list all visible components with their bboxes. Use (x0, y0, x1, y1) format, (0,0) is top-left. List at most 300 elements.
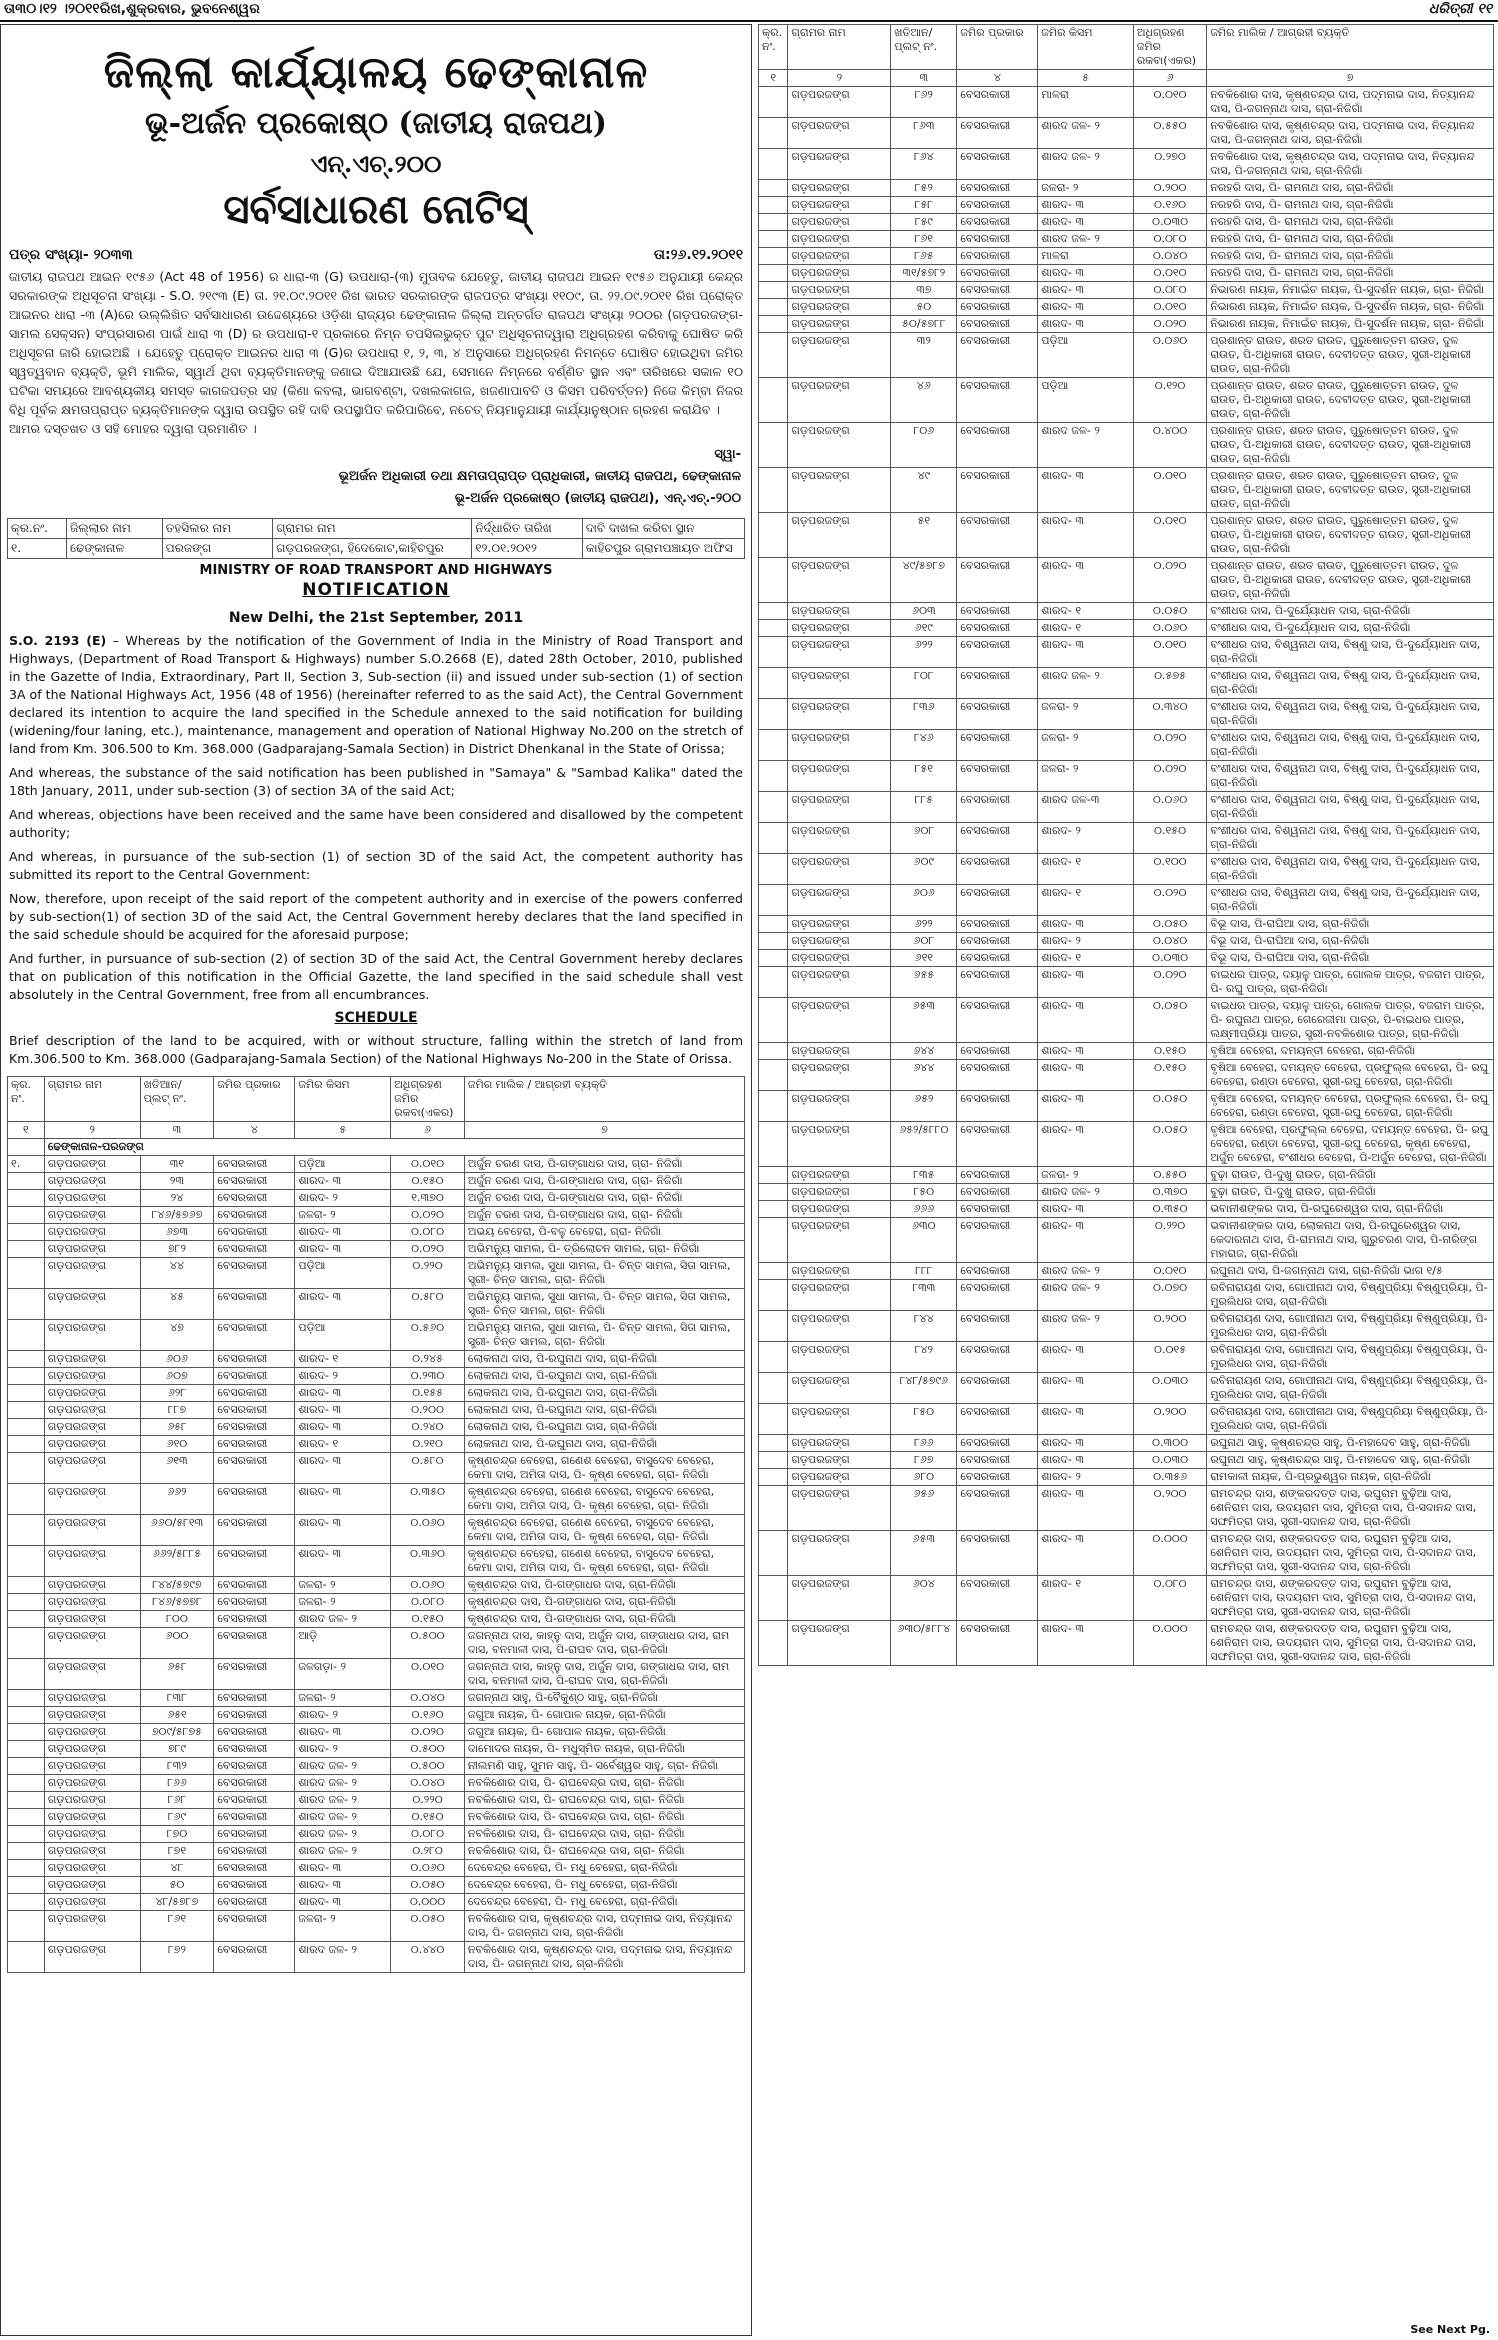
schedule-cell: ୦.୨୦୦ (1133, 1486, 1207, 1531)
schedule-cell (759, 761, 788, 792)
schedule-cell: ୦.୧୨୦ (1133, 378, 1207, 423)
schedule-cell: ଗଡ଼ପରଜଙ୍ଗ (44, 1453, 140, 1484)
table-row (759, 1043, 1494, 1060)
schedule-cell: ନବକିଶୋର ଦାସ, କୃଷ୍ଣଚନ୍ଦ୍ର ଦାସ, ପଦ୍ମନାଭ ଦାସ, ନିତ୍ୟାନନ୍ଦ ଦାସ, ପି- ଜଗନ୍ନାଥ ଦାସ, ଗ୍ରା-ନିଜିଗାଁ (464, 1942, 744, 1973)
schedule-cell: ଗଡ଼ପରଜଙ୍ଗ (788, 1060, 891, 1091)
schedule-cell: ୮୪୬ (891, 730, 957, 761)
schedule-cell (8, 1453, 45, 1484)
schedule-cell: ଶାରଦ- ୩ (1038, 197, 1134, 214)
schedule-cell: ୬୦୮ (891, 933, 957, 950)
schedule-cell: ବୃଷିଆ ବେହେରା, ପ୍ରଫୁଲ୍ଲ ବେହେରା, ଦମୟନ୍ତ ବେହେରା, ପି- ରଘୁ ବେହେରା, ରଣ୍ଡା ବେହେରା, ସ୍ତ୍ରୀ-ରଘୁ ବେହେରା, କୃଷ୍ଣ ବେହେରା, ଅର୍ଜୁନ ବେହେରା, ବଂଶୀଧର ବେହେରା, ପି-ଅର୍ଜୁନ ବେହେରା, ଗ୍ରା-ନିଜିଗାଁ (1207, 1122, 1494, 1167)
schedule-cell: ଅଭୟ ବେହେରା, ପି-ବଳୁ ବେହେରା, ଗ୍ରା- ନିଜିଗାଁ (464, 1224, 744, 1241)
schedule-cell: ଗଡ଼ପରଜଙ୍ଗ (44, 1894, 140, 1911)
schedule-cell: ୦.୦୧୦ (391, 1156, 465, 1173)
schedule-cell: ମାଳରା (1038, 248, 1134, 265)
english-para-2: And whereas, the substance of the said notification has been published in "Samaya" & "Sambad Kalika" dated the 18th January, 2011, under sub-section (3) of section 3A of the said Act; (9, 765, 743, 798)
table-row (759, 637, 1494, 668)
schedule-cell: ୫୦/୫୭୮୮ (891, 316, 957, 333)
schedule-cell: ବେସରକାରୀ (957, 1452, 1038, 1469)
schedule-cell: ୮୮୫ (891, 792, 957, 823)
schedule-cell (759, 792, 788, 823)
schedule-cell: ୮୪୮/୫୭୯୬ (891, 1373, 957, 1404)
schedule-cell: ଦେବେନ୍ଦ୍ର ବେହେରା, ପି- ମଧୁ ବେହେରା, ଗ୍ରା-ନିଜିଗାଁ (464, 1860, 744, 1877)
schedule-cell: ପଡ଼ିଆ (295, 1258, 391, 1289)
schedule-cell: ଶାରଦ- ୩ (1038, 1404, 1134, 1435)
schedule-colnum-cell: ୪ (214, 1122, 295, 1139)
schedule-cell: ବିଭୂ ଦାସ, ପି-ରାଘିଆ ଦାସ, ଗ୍ରା-ନିଜିଗାଁ (1207, 950, 1494, 967)
schedule-cell: ୦.୦୨୦ (1133, 316, 1207, 333)
schedule-cell: ଗଡ଼ପରଜଙ୍ଗ (788, 214, 891, 231)
schedule-cell: ୪୭ (140, 1320, 214, 1351)
schedule-cell: ୦.୦୮୦ (391, 1826, 465, 1843)
notice-paragraph: ଜାତୀୟ ରାଜପଥ ଆଇନ ୧୯୫୬ (Act 48 of 1956) ର ଧାରା-୩ (G) ଉପଧାରା-(୩) ମୁତାବକ ଯେହେତୁ, ଜାତୀୟ ରାଜପଥ ଆଇନ ୧୯୫୬ ଅନୁଯାୟୀ କେନ୍ଦ୍ର ସରକାରଙ୍କ ଅଧିସୂଚନା ସଂଖ୍ୟା - S.O. ୨୧୯୩ (E) ତା. ୨୧.୦୯.୨୦୧୧ ରିଖ ଭାରତ ସରକାରଙ୍କ ରାଜପତ୍ର ସଂଖ୍ୟା ୧୧୦୯, ତା. ୨୨.୦୯.୨୦୧୧ ରିଖ ପ୍ରୋକ୍ତ ଆଇନର ଧାରା -୩ (A)ରେ ଉଲ୍ଲିଖିତ ସର୍ବସାଧାରଣ ଉଦ୍ଦେଶ୍ୟରେ ଓଡ଼ିଶା ରାଜ୍ୟର ଢେଙ୍କାନାଳ ଜିଲ୍ଲା ଅନ୍ତର୍ଗତ ରାଜପଥ ସଂଖ୍ୟା ୨୦୦ର (ଗଡ଼ପରଜଙ୍ଗ-ସାମଲ ସେକ୍ସନ) ସଂପ୍ରସାରଣ ପାଇଁ ଧାରା ୩ (D) ର ଉପଧାରା-୧ ପ୍ରକାରେ ନିମ୍ନ ତପସିଲଭୁକ୍ତ ପୁଟ ଅଧିସୂଚନାଦ୍ୱାରା ଅଧିଗ୍ରହଣ କରିବାକୁ ଘୋଷିତ କରି ଅଧିସୂଚନା ଜାରି ହୋଇଅଛି । ଯେହେତୁ ପ୍ରୋକ୍ତ ଆଇନର ଧାରା ୩ (G)ର ଉପଧାରା ୧, ୨, ୩, ୪ ଅନୁସାରେ ଅଧିଗ୍ରହଣ ନିମନ୍ତେ ଘୋଷିତ ହୋଇଥିବା ଜମିର ସ୍ୱତ୍ୱବାନ ବ୍ୟକ୍ତି, ଭୂମି ମାଲିକ, ସ୍ୱାର୍ଥ ଥିବା ବ୍ୟକ୍ତିମାନଙ୍କୁ ଜଣାଇ ଦିଆଯାଉଛି ଯେ, ସେମାନେ ନିମ୍ନରେ ବର୍ଣ୍ଣିତ ସ୍ଥାନ ଏବଂ ତାରିଖରେ ସକାଳ ୧୦ ଘଟିକା ସମୟରେ ଆବଶ୍ୟକୀୟ ସମସ୍ତ କାଗଜପତ୍ର ସହ (କିଣା କବଲା, ଭାଗବଣ୍ଟା, ଦଖଲକାଗଜ, ଖଜଣାପାବତି ଓ କିସମ ପରିବର୍ତ୍ତନ) ନିଜେ କିମ୍ବା ନିଜର ବିଧି ପୂର୍ବକ କ୍ଷମତାପ୍ରାପ୍ତ ବ୍ୟକ୍ତିମାନଙ୍କ ଦ୍ୱାରା ଉପସ୍ଥିତ ରହି ଦାବି ଉପସ୍ଥାପିତ କରିପାରିବେ, ନଚେତ୍ ନିୟମାନୁଯାୟୀ କାର୍ଯ୍ୟାନୁଷ୍ଠାନ ଗ୍ରହଣ କରାଯିବ । (9, 269, 743, 417)
schedule-cell: ଗଡ଼ପରଜଙ୍ଗ (788, 1311, 891, 1342)
schedule-cell: ଗଡ଼ପରଜଙ୍ଗ (788, 282, 891, 299)
schedule-cell: ଗଡ଼ପରଜଙ୍ଗ (788, 1452, 891, 1469)
schedule-cell: ୦.୦୨୦ (1133, 558, 1207, 603)
schedule-cell: ବେସରକାରୀ (957, 180, 1038, 197)
schedule-cell (759, 180, 788, 197)
schedule-cell: ୬୧୯ (891, 620, 957, 637)
schedule-cell: ବେସରକାରୀ (214, 1320, 295, 1351)
schedule-cell: ଶାରଦ- ୩ (1038, 558, 1134, 603)
schedule-cell: ଗଡ଼ପରଜଙ୍ଗ (788, 1469, 891, 1486)
schedule-cell: ୦.୦୩୦ (1133, 1373, 1207, 1404)
schedule-cell: ଭବାନୀଶଙ୍କର ଦାସ, ଲୋକନାଥ ଦାସ, ପି-ରଘୁରେଶ୍ୱର ଦାସ, କେଦାରନାଥ ଦାସ, ପି-ରାମନାଥ ଦାସ, ଗୁରୁଚରଣ ଦାସ, ପି-ନାରିଙ୍ଗ ମହାରାଜ, ଗ୍ରା-ନିଜିଗାଁ (1207, 1218, 1494, 1263)
schedule-cell: ଦେବେନ୍ଦ୍ର ବେହେରା, ପି- ମଧୁ ବେହେରା, ଗ୍ରା-ନିଜିଗାଁ (464, 1877, 744, 1894)
schedule-cell: ବେସରକାରୀ (957, 1201, 1038, 1218)
schedule-cell: ଗଡ଼ପରଜଙ୍ଗ (44, 1690, 140, 1707)
schedule-cell (8, 1690, 45, 1707)
schedule-cell: ମାଳରା (1038, 87, 1134, 118)
schedule-cell: ୬୭୩ (140, 1224, 214, 1241)
schedule-cell (759, 231, 788, 248)
schedule-cell: ବେସରକାରୀ (957, 1184, 1038, 1201)
schedule-cell: ବେସରକାରୀ (214, 1289, 295, 1320)
schedule-header-cell: ଅଧିଗ୍ରହଣ ଜମିର ରକବା(ଏକର) (1133, 25, 1207, 70)
schedule-cell: ୬୦୪ (891, 1576, 957, 1621)
schedule-cell: ୦.୦୬୦ (391, 1860, 465, 1877)
table-row (8, 1577, 745, 1594)
schedule-cell: ଗଡ଼ପରଜଙ୍ଗ (788, 1280, 891, 1311)
schedule-cell (759, 1342, 788, 1373)
schedule-cell: କୃଷ୍ଣଚନ୍ଦ୍ର ବେହେରା, ଗଣେଶ ବେହେରା, ବାସୁଦେବ ବେହେରା, କେମା ଦାସ, ଅମିତା ଦାସ, ପି- କୃଷ୍ଣ ବେହେରା, ଗ୍ରା- ନିଜିଗାଁ (464, 1546, 744, 1577)
table-row (8, 1207, 745, 1224)
schedule-cell: ଗଡ଼ପରଜଙ୍ଗ (44, 1402, 140, 1419)
schedule-cell: ବେସରକାରୀ (214, 1546, 295, 1577)
schedule-cell: ବେସରକାରୀ (957, 1122, 1038, 1167)
schedule-cell: କୃଷ୍ଣଚନ୍ଦ୍ର ବେହେରା, ଗଣେଶ ବେହେରା, ବାସୁଦେବ ବେହେରା, କେମା ଦାସ, ଅମିତା ଦାସ, ପି- କୃଷ୍ଣ ବେହେରା, ଗ୍ରା- ନିଜିଗାଁ (464, 1515, 744, 1546)
schedule-cell (759, 950, 788, 967)
schedule-cell (8, 1942, 45, 1973)
table-row (759, 423, 1494, 468)
schedule-cell: ୦.୨୩୦ (391, 1368, 465, 1385)
schedule-cell (759, 316, 788, 333)
table-row (8, 1707, 745, 1724)
schedule-cell: ୦.୨୪୫ (391, 1351, 465, 1368)
schedule-cell: ୬୪୪ (891, 1060, 957, 1091)
schedule-cell: ଗଡ଼ପରଜଙ୍ଗ (788, 1373, 891, 1404)
hearing-cell: ୧. (8, 539, 67, 559)
schedule-cell (8, 1320, 45, 1351)
schedule-cell: ଗଡ଼ପରଜଙ୍ଗ (788, 1404, 891, 1435)
table-row (759, 1218, 1494, 1263)
schedule-cell: ୫୦ (140, 1877, 214, 1894)
schedule-cell: ବଂଶୀଧର ଦାସ, ବିଶ୍ୱନାଥ ଦାସ, ବିଷ୍ଣୁ ଦାସ, ପି-ଦୁର୍ଯ୍ୟୋଧନ ଦାସ, ଗ୍ରା-ନିଜିଗାଁ (1207, 885, 1494, 916)
schedule-cell: ଆଡ଼ି (295, 1628, 391, 1659)
schedule-cell (759, 87, 788, 118)
schedule-cell: ଶାରଦ- ୧ (1038, 950, 1134, 967)
schedule-cell (759, 558, 788, 603)
schedule-cell (8, 1826, 45, 1843)
schedule-cell: ୩୧/୫୭୮୨ (891, 265, 957, 282)
schedule-cell: ୦.୩୬୦ (391, 1546, 465, 1577)
schedule-cell: ଶାରଦ- ୩ (1038, 1122, 1134, 1167)
schedule-cell: ଅଭିମନ୍ୟୁ ସାମଲ, ସୁଧା ସାମଲ, ପି- ଚିନ୍ତ ସାମଲ, ସିତା ସାମଲ, ସ୍ତ୍ରୀ- ଚିନ୍ତ ସାମଲ, ଗ୍ରା- ନିଜିଗାଁ (464, 1289, 744, 1320)
schedule-cell (8, 1515, 45, 1546)
schedule-cell: ଜଳରା- ୨ (1038, 180, 1134, 197)
schedule-cell: ଗଡ଼ପରଜଙ୍ଗ (44, 1611, 140, 1628)
schedule-cell: ଗଡ଼ପରଜଙ୍ଗ (44, 1860, 140, 1877)
schedule-cell: ୦.୦୫୦ (1133, 916, 1207, 933)
schedule-cell: ବେସରକାରୀ (957, 950, 1038, 967)
schedule-cell: ୮୫୮ (891, 197, 957, 214)
schedule-cell (8, 1594, 45, 1611)
schedule-cell: ୦.୦୬୦ (391, 1577, 465, 1594)
schedule-cell: ଶାରଦ- ୧ (1038, 854, 1134, 885)
schedule-colnum-cell: ୧ (8, 1122, 45, 1139)
schedule-cell: ବେସରକାରୀ (957, 1486, 1038, 1531)
table-row (8, 1690, 745, 1707)
schedule-cell: ବେସରକାରୀ (957, 468, 1038, 513)
schedule-header-cell: କ୍ର. ନଂ. (8, 1077, 45, 1122)
table-row (759, 333, 1494, 378)
schedule-cell: ଶାରଦ- ୨ (1038, 823, 1134, 854)
schedule-cell: ୮୪୨ (891, 1342, 957, 1373)
schedule-cell: ୦.୫୦୦ (391, 1758, 465, 1775)
schedule-tehsil-index (8, 1139, 45, 1156)
schedule-cell: ଜଗନ୍ନାଥ ସାହୁ, ପି-ବୈକୁଣ୍ଠ ସାହୁ, ଗ୍ରା-ନିଜିଗାଁ (464, 1690, 744, 1707)
schedule-cell: ଶାରଦ ଜଳ- ୨ (295, 1775, 391, 1792)
schedule-cell: ଗଡ଼ପରଜଙ୍ଗ (44, 1320, 140, 1351)
schedule-cell: ବଂଶୀଧର ଦାସ, ବିଶ୍ୱନାଥ ଦାସ, ବିଷ୍ଣୁ ଦାସ, ପି-ଦୁର୍ଯ୍ୟୋଧନ ଦାସ, ଗ୍ରା-ନିଜିଗାଁ (1207, 699, 1494, 730)
schedule-cell: ୦.୨୦୦ (1133, 1404, 1207, 1435)
table-row (8, 1241, 745, 1258)
schedule-cell (8, 1484, 45, 1515)
schedule-header-cell: ଜମିର ମାଲିକ / ଆଗ୍ରହୀ ବ୍ୟକ୍ତି (1207, 25, 1494, 70)
schedule-cell (8, 1224, 45, 1241)
schedule-cell: ଗଡ଼ପରଜଙ୍ଗ (44, 1258, 140, 1289)
schedule-cell: ଦେବେନ୍ଦ୍ର ବେହେରା, ପି- ମଧୁ ବେହେରା, ଗ୍ରା-ନିଜିଗାଁ (464, 1894, 744, 1911)
schedule-cell: ଗଡ଼ପରଜଙ୍ଗ (788, 468, 891, 513)
schedule-cell: ଗଡ଼ପରଜଙ୍ଗ (788, 87, 891, 118)
schedule-cell: ଗଡ଼ପରଜଙ୍ଗ (788, 1043, 891, 1060)
schedule-cell: ଗଡ଼ପରଜଙ୍ଗ (44, 1368, 140, 1385)
table-row (759, 730, 1494, 761)
schedule-colnum-cell: ୬ (1133, 70, 1207, 87)
schedule-cell: ୦.୨୪୦ (391, 1419, 465, 1436)
table-row (8, 1942, 745, 1973)
schedule-cell: ଶାରଦ- ୩ (1038, 214, 1134, 231)
schedule-cell: ନବକିଶୋର ଦାସ, ପି- ରାଘବେନ୍ଦ୍ର ଦାସ, ଗ୍ରା- ନିଜିଗାଁ (464, 1792, 744, 1809)
schedule-cell (8, 1351, 45, 1368)
schedule-colnum-row (8, 1122, 745, 1139)
schedule-cell (759, 1184, 788, 1201)
schedule-cell: ୮୦୦ (140, 1611, 214, 1628)
table-row (8, 1385, 745, 1402)
schedule-cell: ୦.୧୬୦ (1133, 197, 1207, 214)
schedule-cell: ଅର୍ଜୁନ ଚରଣ ଦାସ, ପି-ଗଙ୍ଗାଧର ଦାସ, ଗ୍ରା- ନିଜିଗାଁ (464, 1156, 744, 1173)
schedule-cell: ଶାରଦ ଜଳ- ୨ (1038, 1263, 1134, 1280)
schedule-cell (759, 214, 788, 231)
schedule-cell: ୪୪ (140, 1258, 214, 1289)
schedule-cell: ବେସରକାରୀ (957, 378, 1038, 423)
schedule-cell: ୦.୦୪୦ (1133, 933, 1207, 950)
schedule-cell (759, 967, 788, 998)
schedule-cell: ୬୮୦ (891, 1469, 957, 1486)
schedule-cell: ୦.୫୦୦ (391, 1741, 465, 1758)
schedule-cell: ଅର୍ଜୁନ ଚରଣ ଦାସ, ପି-ଗଙ୍ଗାଧର ଦାସ, ଗ୍ରା- ନିଜିଗାଁ (464, 1207, 744, 1224)
table-row (8, 1877, 745, 1894)
schedule-cell: ଶାରଦ- ୩ (295, 1289, 391, 1320)
table-row (759, 468, 1494, 513)
schedule-cell: ବେସରକାରୀ (957, 1404, 1038, 1435)
table-row (8, 1792, 745, 1809)
schedule-cell: ୦.୦୧୦ (1133, 637, 1207, 668)
schedule-cell: ଗଡ଼ପରଜଙ୍ଗ (788, 603, 891, 620)
schedule-cell: ଶାରଦ- ୨ (295, 1707, 391, 1724)
hearing-header-cell: କ୍ର.ନଂ. (8, 519, 67, 539)
table-row (759, 854, 1494, 885)
schedule-cell: ୮୦୬ (891, 423, 957, 468)
schedule-cell: ୦.୧୫୫ (391, 1385, 465, 1402)
schedule-cell: ଶାରଦ- ୩ (295, 1241, 391, 1258)
schedule-cell: ୮୩୬ (891, 699, 957, 730)
schedule-cell: ଶାରଦ- ୩ (1038, 1218, 1134, 1263)
schedule-cell: ଶାରଦ- ୨ (1038, 1469, 1134, 1486)
schedule-cell: ରାମଚନ୍ଦ୍ର ଦାସ, ଶଙ୍କରଦତ୍ତ ଦାସ, ରଘୁରାମ ବୁଢ଼ିଆ ଦାସ, ଶେନିରାମ ଦାସ, ଉଦୟରାମ ଦାସ, ସୁମିତ୍ରା ଦାସ, ପି-ସଦାନନ୍ଦ ଦାସ, ସଙ୍ଘମିତ୍ରା ଦାସ, ସ୍ତ୍ରୀ-ସଦାନନ୍ଦ ଦାସ, ଗ୍ରା-ନିଜିଗାଁ (1207, 1486, 1494, 1531)
schedule-cell: ଜଳରା- ୨ (295, 1690, 391, 1707)
schedule-cell: ୭୮୯ (140, 1741, 214, 1758)
schedule-cell: ଜଳଗଡ଼ା- ୨ (295, 1659, 391, 1690)
table-row (759, 282, 1494, 299)
schedule-cell: ଗଡ଼ପରଜଙ୍ଗ (44, 1809, 140, 1826)
schedule-cell: ଶାରଦ ଜଳ- ୨ (1038, 149, 1134, 180)
schedule-cell: ଗଡ଼ପରଜଙ୍ଗ (44, 1628, 140, 1659)
schedule-cell: ପଡ଼ିଆ (1038, 333, 1134, 378)
schedule-cell: ବେସରକାରୀ (214, 1241, 295, 1258)
schedule-cell: ଶାରଦ- ୩ (1038, 265, 1134, 282)
schedule-cell: ୭୮୨ (140, 1241, 214, 1258)
schedule-cell: ବେସରକାରୀ (214, 1826, 295, 1843)
schedule-cell: ଶାରଦ- ୩ (1038, 637, 1134, 668)
schedule-cell: ୮୫୧ (891, 761, 957, 792)
schedule-cell: ୦.୦୧୦ (1133, 299, 1207, 316)
schedule-cell: ନିଭାରଣ ନାୟକ, ନିମାଇଁଚ ନାୟକ, ପି-ସୁଦର୍ଶନ ନାୟକ, ଗ୍ରା- ନିଜିଗାଁ (1207, 282, 1494, 299)
table-row (759, 149, 1494, 180)
schedule-header-cell: ଜମିର ପ୍ରକାର (957, 25, 1038, 70)
schedule-cell: ଗଡ଼ପରଜଙ୍ଗ (44, 1577, 140, 1594)
schedule-header-cell: କ୍ର. ନଂ. (759, 25, 788, 70)
table-row (759, 248, 1494, 265)
table-row (8, 1758, 745, 1775)
schedule-header-cell: ଗ୍ରାମର ନାମ (788, 25, 891, 70)
schedule-cell: ୦.୩୫୦ (391, 1484, 465, 1515)
schedule-cell: ବେସରକାରୀ (957, 1531, 1038, 1576)
schedule-cell: ୦.୩୫୦ (1133, 1201, 1207, 1218)
schedule-cell: ୦.୦୫୦ (391, 1877, 465, 1894)
schedule-cell: ୦.୧୫୦ (1133, 1043, 1207, 1060)
left-column (0, 24, 752, 2336)
schedule-cell: ୬୫୩ (891, 998, 957, 1043)
schedule-cell: ବେସରକାରୀ (957, 668, 1038, 699)
schedule-cell: ବେସରକାରୀ (957, 916, 1038, 933)
schedule-cell: ବେସରକାରୀ (214, 1577, 295, 1594)
schedule-cell (759, 1435, 788, 1452)
schedule-cell: ବେସରକାରୀ (957, 1167, 1038, 1184)
schedule-cell: ଗଡ଼ପରଜଙ୍ଗ (44, 1659, 140, 1690)
table-row (8, 1724, 745, 1741)
schedule-cell: ବେସରକାରୀ (214, 1911, 295, 1942)
table-row (759, 998, 1494, 1043)
schedule-cell: ୧. (8, 1156, 45, 1173)
schedule-cell: ନରହରି ଦାସ, ପି- ରାମନାଥ ଦାସ, ଗ୍ରା-ନିଜିଗାଁ (1207, 265, 1494, 282)
schedule-cell: ଶାରଦ- ୩ (295, 1894, 391, 1911)
schedule-cell: ଗଡ଼ପରଜଙ୍ଗ (44, 1419, 140, 1436)
schedule-description: Brief description of the land to be acquired, with or without structure, falling within the stretch of land from Km.306.500 to Km. 368.000 (Gadparajang-Samala Section) of the National Highways No-200 in the State of Orissa. (9, 1033, 743, 1066)
table-row (8, 1611, 745, 1628)
schedule-cell: ଲୋକନାଥ ଦାସ, ପି-ରଘୁନାଥ ଦାସ, ଗ୍ରା-ନିଜିଗାଁ (464, 1402, 744, 1419)
schedule-cell: ଗଡ଼ପରଜଙ୍ଗ (44, 1911, 140, 1942)
schedule-cell: ବାଇଧର ପାତ୍ର, ଦୟାଳୁ ପାତ୍ର, ଗୋଲକ ପାତ୍ର, ବଜରାମ ପାତ୍ର, ପି- ରଘୁ ପାତ୍ର, ଗ୍ରା-ନିଜିଗାଁ (1207, 967, 1494, 998)
schedule-cell: ୦.୨୦୦ (1133, 180, 1207, 197)
schedule-cell: ୦.୩୭୦ (1133, 1184, 1207, 1201)
schedule-cell: ବେସରକାରୀ (214, 1156, 295, 1173)
schedule-cell: ଜଗୁଆ ନାୟକ, ପି- ଗୋପାଳ ନାୟକ, ଗ୍ରା-ନିଜିଗାଁ (464, 1707, 744, 1724)
table-row (759, 1621, 1494, 1666)
table-row (759, 231, 1494, 248)
schedule-cell: ବେସରକାରୀ (214, 1775, 295, 1792)
schedule-cell: ଗଡ଼ପରଜଙ୍ଗ (788, 1201, 891, 1218)
table-row (8, 1453, 745, 1484)
schedule-cell (759, 378, 788, 423)
schedule-cell (8, 1207, 45, 1224)
schedule-cell: ଗଡ଼ପରଜଙ୍ଗ (44, 1156, 140, 1173)
schedule-cell: ୦.୨୮୦ (391, 1843, 465, 1860)
right-column (758, 24, 1494, 2320)
schedule-cell: ୮୬୯ (140, 1809, 214, 1826)
table-row (759, 1435, 1494, 1452)
schedule-cell: ନବକିଶୋର ଦାସ, କୃଷ୍ଣଚନ୍ଦ୍ର ଦାସ, ପଦ୍ମନାଭ ଦାସ, ନିତ୍ୟାନନ୍ଦ ଦାସ, ପି-ଜଗନ୍ନାଥ ଦାସ, ଗ୍ରା-ନିଜିଗାଁ (1207, 118, 1494, 149)
schedule-cell: ୬୬୬ (891, 1201, 957, 1218)
schedule-cell: ୩୨ (891, 333, 957, 378)
schedule-cell (759, 699, 788, 730)
schedule-cell: ଶାରଦ- ୩ (1038, 1373, 1134, 1404)
schedule-cell: ରଘୁନାଥ ସାହୁ, କୃଷ୍ଣଚନ୍ଦ୍ର ସାହୁ, ପି-ମହାଦେବ ସାହୁ, ଗ୍ରା-ନିଜିଗାଁ (1207, 1452, 1494, 1469)
table-row (8, 1156, 745, 1173)
schedule-cell (8, 1894, 45, 1911)
table-row (759, 1452, 1494, 1469)
schedule-cell: ବେସରକାରୀ (214, 1190, 295, 1207)
schedule-cell: ବେସରକାରୀ (957, 316, 1038, 333)
table-row (759, 668, 1494, 699)
schedule-cell: ଗଡ଼ପରଜଙ୍ଗ (44, 1190, 140, 1207)
schedule-cell: ଜଳରା- ୨ (1038, 699, 1134, 730)
schedule-cell: ୦.୦୩୦ (1133, 950, 1207, 967)
schedule-cell: ୬୫୨/୫୮୮୦ (891, 1122, 957, 1167)
schedule-cell: ବେସରକାରୀ (957, 1469, 1038, 1486)
schedule-cell: ଗଡ଼ପରଜଙ୍ଗ (44, 1436, 140, 1453)
schedule-cell: ୬୦୬ (140, 1351, 214, 1368)
schedule-cell: କୃଷ୍ଣଚନ୍ଦ୍ର ଦାସ, ପି-ଗଙ୍ଗାଧର ଦାସ, ଗ୍ରା-ନିଜିଗାଁ (464, 1611, 744, 1628)
schedule-header-cell: ଜମିର କିସମ (1038, 25, 1134, 70)
schedule-cell: ଗଡ଼ପରଜଙ୍ଗ (788, 620, 891, 637)
schedule-cell: ୮୪୬/୫୭୭୮ (140, 1594, 214, 1611)
dateline: ତା୩୦।୧୨ ।୨୦୧୧ରିଖ,ଶୁକ୍ରବାର, ଭୁବନେଶ୍ୱର (4, 1, 260, 17)
schedule-cell: ୮୫୦ (891, 1184, 957, 1201)
schedule-table-left (7, 1076, 745, 1973)
schedule-cell: ଗଡ଼ପରଜଙ୍ଗ (44, 1758, 140, 1775)
schedule-colnum-cell: ୫ (295, 1122, 391, 1139)
schedule-cell: ଶାରଦ- ୧ (295, 1436, 391, 1453)
schedule-cell: ବେସରକାରୀ (957, 637, 1038, 668)
schedule-cell: ଗଡ଼ପରଜଙ୍ଗ (44, 1289, 140, 1320)
schedule-cell (8, 1659, 45, 1690)
schedule-cell: ୦.୦୧୦ (391, 1659, 465, 1690)
schedule-cell (759, 1218, 788, 1263)
table-row (8, 1402, 745, 1419)
schedule-cell: ଜଳରା- ୨ (295, 1911, 391, 1942)
schedule-cell: ନବକିଶୋର ଦାସ, କୃଷ୍ଣଚନ୍ଦ୍ର ଦାସ, ପଦ୍ମନାଭ ଦାସ, ନିତ୍ୟାନନ୍ଦ ଦାସ, ପି- ଜଗନ୍ନାଥ ଦାସ, ଗ୍ରା-ନିଜିଗାଁ (464, 1911, 744, 1942)
schedule-colnum-cell: ୨ (44, 1122, 140, 1139)
schedule-cell: ଶାରଦ- ୩ (1038, 316, 1134, 333)
schedule-cell: ବେସରକାରୀ (957, 265, 1038, 282)
schedule-cell: ୪୮ (140, 1860, 214, 1877)
schedule-cell: ବେସରକାରୀ (957, 1311, 1038, 1342)
schedule-cell: ବେସରକାରୀ (214, 1207, 295, 1224)
schedule-cell: ବେସରକାରୀ (957, 423, 1038, 468)
schedule-cell: ୦.୦୫୦ (1133, 1122, 1207, 1167)
schedule-cell: ଶାରଦ ଜଳ-୩ (1038, 792, 1134, 823)
schedule-cell: ଶାରଦ- ୧ (1038, 620, 1134, 637)
schedule-cell: ବେସରକାରୀ (957, 197, 1038, 214)
schedule-cell: ବେସରକାରୀ (214, 1419, 295, 1436)
schedule-cell: ବିଭୂ ଦାସ, ପି-ରାଘିଆ ଦାସ, ଗ୍ରା-ନିଜିଗାଁ (1207, 916, 1494, 933)
schedule-cell: ବଂଶୀଧର ଦାସ, ବିଶ୍ୱନାଥ ଦାସ, ବିଷ୍ଣୁ ଦାସ, ପି-ଦୁର୍ଯ୍ୟୋଧନ ଦାସ, ଗ୍ରା-ନିଜିଗାଁ (1207, 823, 1494, 854)
table-row (8, 1741, 745, 1758)
schedule-cell: ୬୬୨ (140, 1484, 214, 1515)
schedule-cell: ବେସରକାରୀ (214, 1385, 295, 1402)
schedule-cell: ବେସରକାରୀ (214, 1860, 295, 1877)
schedule-cell: ୦.୫୫୦ (1133, 1167, 1207, 1184)
schedule-cell (759, 668, 788, 699)
schedule-cell: ଗଡ଼ପରଜଙ୍ଗ (44, 1775, 140, 1792)
schedule-cell: ଗଡ଼ପରଜଙ୍ଗ (788, 792, 891, 823)
schedule-cell: ଦାମୋଦର ନାୟକ, ପି- ମଧୁସ୍ମିତ ନାୟକ, ଗ୍ରା-ନିଜିଗାଁ (464, 1741, 744, 1758)
schedule-cell: ୦.୦୪୦ (1133, 248, 1207, 265)
schedule-cell: ଗଡ଼ପରଜଙ୍ଗ (788, 761, 891, 792)
schedule-cell: ବେସରକାରୀ (214, 1368, 295, 1385)
schedule-cell (759, 299, 788, 316)
hearing-cell: ଗଡ଼ପରଜଙ୍ଗ, ହିଦେକୋଟ,କାହିଚପୁର (273, 539, 472, 559)
schedule-cell: ଜଳରା- ୨ (295, 1577, 391, 1594)
schedule-cell: ୦.୫୮୦ (391, 1289, 465, 1320)
schedule-cell: ବଂଶୀଧର ଦାସ, ବିଶ୍ୱନାଥ ଦାସ, ବିଷ୍ଣୁ ଦାସ, ପି-ଦୁର୍ଯ୍ୟୋଧନ ଦାସ, ଗ୍ରା-ନିଜିଗାଁ (1207, 637, 1494, 668)
schedule-cell: ୮୬୬ (891, 1435, 957, 1452)
hearing-header-cell: ଦାବି ଦାଖଲ କରିବା ସ୍ଥାନ (582, 519, 744, 539)
table-row (8, 1826, 745, 1843)
schedule-cell: ବେସରକାରୀ (214, 1894, 295, 1911)
